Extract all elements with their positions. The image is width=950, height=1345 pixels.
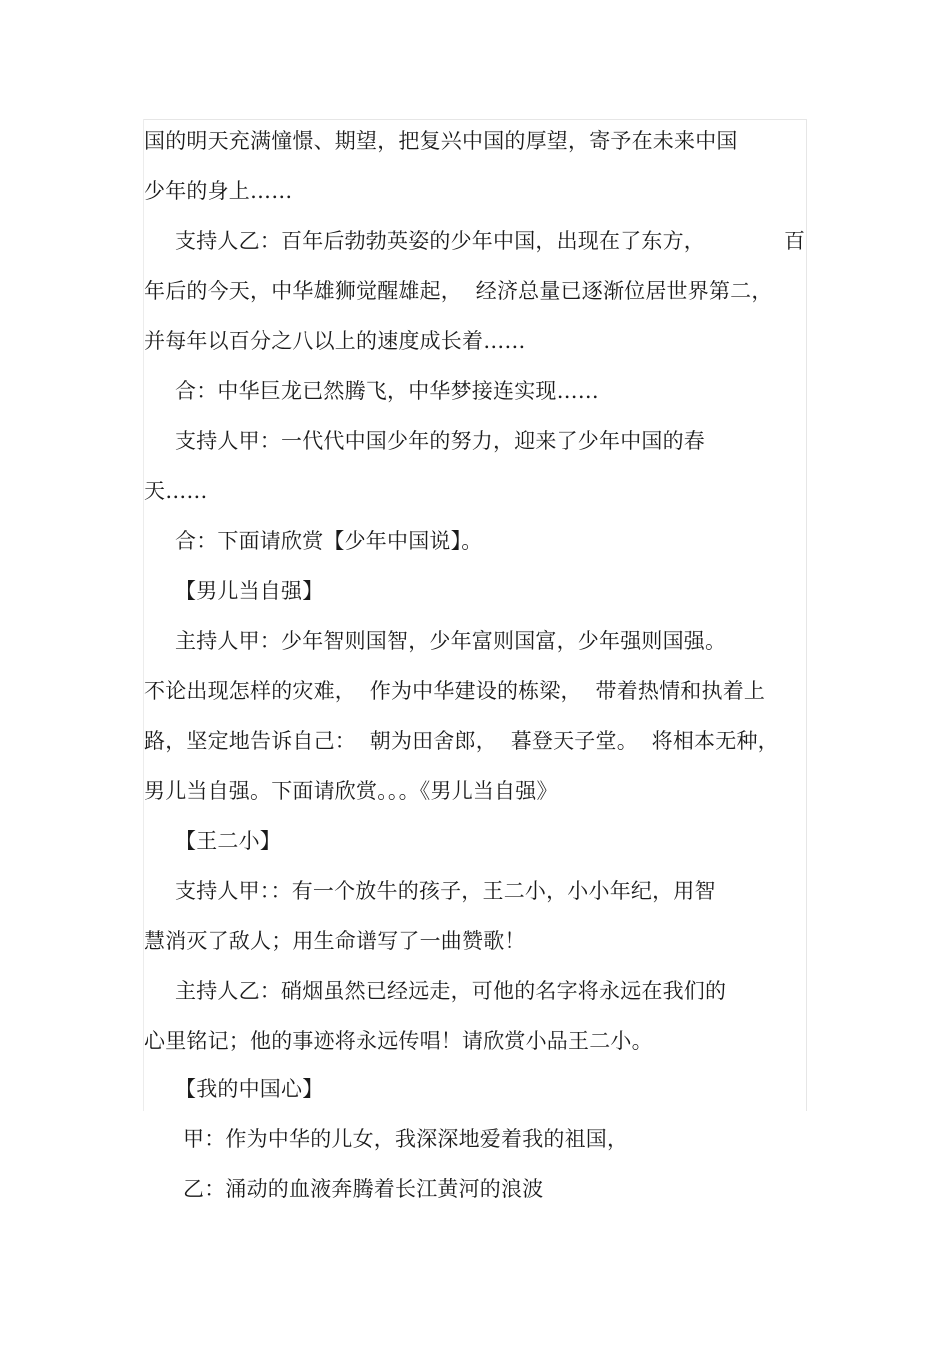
text-line: 天…… (144, 479, 208, 503)
text-line: 支持人甲：一代代中国少年的努力，迎来了少年中国的春 (175, 429, 705, 453)
text-line: 甲：作为中华的儿女，我深深地爱着我的祖国， (183, 1127, 629, 1151)
text-line: 路，坚定地告诉自己： 朝为田舍郎， 暮登天子堂。 将相本无种， (144, 729, 779, 753)
text-line: 并每年以百分之八以上的速度成长着…… (144, 329, 526, 353)
section-heading: 【男儿当自强】 (175, 579, 324, 603)
text-line: 合：下面请欣赏【少年中国说】。 (175, 529, 483, 553)
text-line: 合：中华巨龙已然腾飞，中华梦接连实现…… (175, 379, 599, 403)
text-line: 主持人甲：少年智则国智，少年富则国富，少年强则国强。 (175, 629, 727, 653)
text-line: 年后的今天，中华雄狮觉醒雄起， 经济总量已逐渐位居世界第二， (144, 279, 773, 303)
text-line: 少年的身上…… (144, 179, 293, 203)
section-heading: 【我的中国心】 (175, 1077, 324, 1101)
page-frame-right-border (806, 119, 807, 1111)
text-line: 乙：涌动的血液奔腾着长江黄河的浪波 (183, 1177, 544, 1201)
text-line: 主持人乙：硝烟虽然已经远走，可他的名字将永远在我们的 (175, 979, 727, 1003)
text-line: 男儿当自强。下面请欣赏。。。《男儿当自强》 (144, 779, 558, 803)
text-line: 心里铭记；他的事迹将永远传唱！请欣赏小品王二小。 (144, 1029, 653, 1053)
page-frame-top-border (143, 119, 807, 120)
text-line: 不论出现怎样的灾难， 作为中华建设的栋梁， 带着热情和执着上 (144, 679, 766, 703)
text-line: 支持人乙：百年后勃勃英姿的少年中国，出现在了东方， (175, 229, 705, 253)
text-line: 国的明天充满憧憬、期望，把复兴中国的厚望，寄予在未来中国 (144, 129, 738, 153)
text-line: 慧消灭了敌人；用生命谱写了一曲赞歌！ (144, 929, 526, 953)
text-line: 支持人甲：：有一个放牛的孩子，王二小，小小年纪，用智 (175, 879, 716, 903)
page-frame-left-border (143, 119, 144, 1111)
text-line-fragment: 百 (784, 229, 806, 253)
section-heading: 【王二小】 (175, 829, 281, 853)
